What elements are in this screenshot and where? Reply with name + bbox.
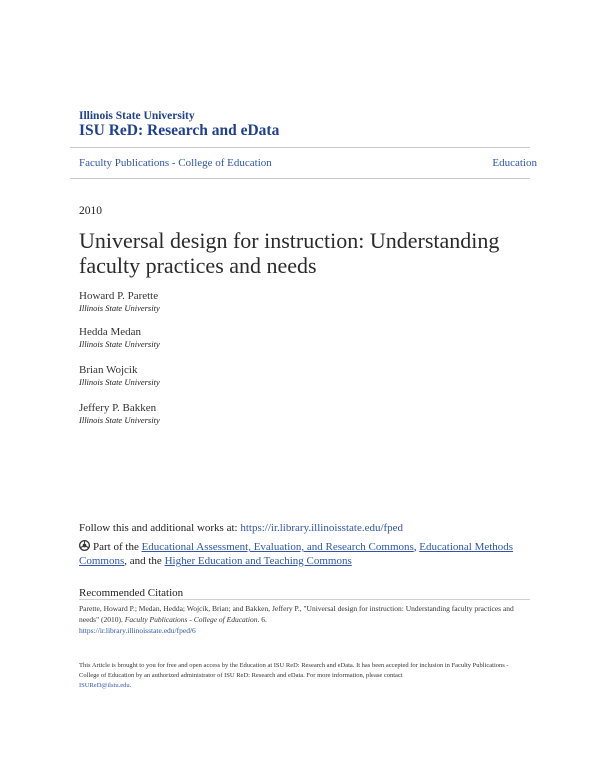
follow-label: Follow this and additional works at:: [79, 522, 241, 534]
citation-text: [79, 603, 529, 636]
citation-body: Parette, Howard P.; Medan, Hedda; Wojcik, Brian; and Bakken, Jeffery P., "Universal design for instruction: Understanding faculty practices and needs" (2010).: [79, 604, 514, 624]
author-block: [79, 326, 160, 350]
author-affiliation: Illinois State University: [79, 339, 160, 349]
notice-end: .: [129, 682, 132, 689]
university-name: Illinois State University: [79, 110, 195, 122]
author-block: [79, 364, 160, 388]
header-divider-top: [70, 147, 530, 148]
author-name: Howard P. Parette: [79, 290, 159, 302]
citation-series: Faculty Publications - College of Education: [124, 615, 258, 624]
commons-link-methods[interactable]: Educational Methods Commons: [79, 541, 514, 567]
commons-separator: ,: [413, 541, 420, 553]
author-affiliation: Illinois State University: [79, 415, 160, 425]
series-link[interactable]: Faculty Publications - College of Education: [79, 157, 272, 169]
commons-line: [79, 540, 529, 568]
author-name: Hedda Medan: [79, 326, 142, 338]
contact-email-link[interactable]: ISUReD@ilstu.edu: [79, 682, 130, 689]
collection-url-link[interactable]: https://ir.library.illinoisstate.edu/fped: [240, 522, 404, 534]
author-block: [79, 402, 160, 426]
citation-divider: [79, 599, 530, 600]
commons-link-higher-ed[interactable]: Higher Education and Teaching Commons: [164, 555, 352, 567]
repository-name[interactable]: ISU ReD: Research and eData: [79, 122, 280, 139]
paper-title: Universal design for instruction: Understanding faculty practices and needs: [79, 228, 500, 278]
publication-year: 2010: [79, 205, 102, 217]
discipline-link[interactable]: Education: [492, 157, 537, 169]
header-divider-bottom: [70, 178, 530, 179]
notice-body: This Article is brought to you for free and open access by the Education at ISU ReD: Research and eData. It has been accepted for inclusion in Faculty Publications - College of Education by an authorized administrator of ISU ReD: Research and eData. For more information, please contact: [79, 662, 509, 679]
recommended-citation-heading: Recommended Citation: [79, 587, 184, 599]
access-notice: [79, 661, 529, 691]
author-affiliation: Illinois State University: [79, 303, 160, 313]
commons-separator: , and the: [124, 555, 165, 567]
follow-line: [79, 522, 539, 534]
author-block: [79, 290, 160, 314]
commons-prefix: Part of the: [93, 541, 142, 553]
author-affiliation: Illinois State University: [79, 377, 160, 387]
commons-network-icon: [79, 540, 90, 551]
commons-link-assessment[interactable]: Educational Assessment, Evaluation, and Research Commons: [141, 541, 414, 553]
author-name: Jeffery P. Bakken: [79, 402, 157, 414]
citation-url-link[interactable]: https://ir.library.illinoisstate.edu/fped/6: [79, 626, 196, 635]
author-name: Brian Wojcik: [79, 364, 138, 376]
citation-number: . 6.: [257, 615, 267, 624]
